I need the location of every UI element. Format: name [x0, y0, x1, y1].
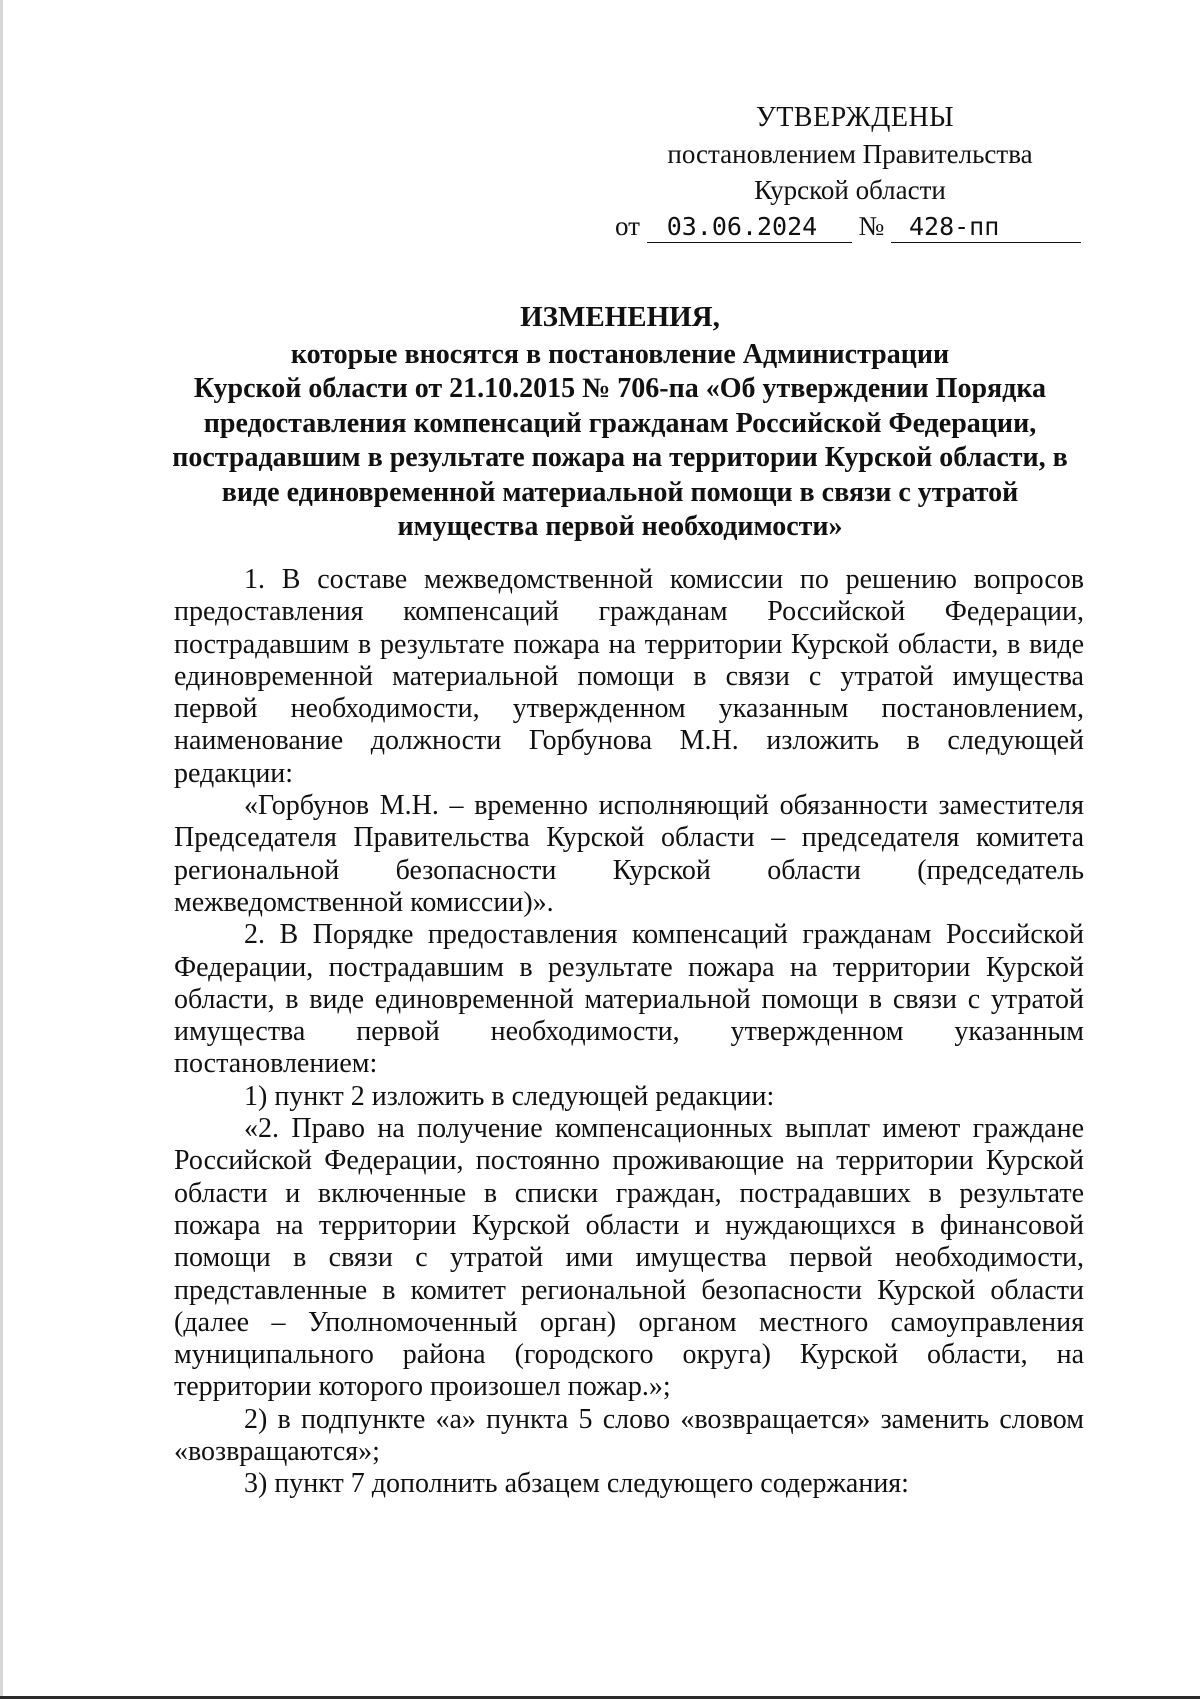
approved-by-resolution: постановлением Правительства — [667, 139, 1033, 169]
title-line-2: Курской области от 21.10.2015 № 706-па «Об утверждении Порядка — [193, 373, 1047, 404]
paragraph-2: «Горбунов М.Н. – временно исполняющий обязанности заместителя Председателя Правительства Курской области – председателя комитета региональной безопасности Курской области (председатель межведомственной комиссии)». — [174, 790, 1084, 918]
approval-region: Курской области — [754, 175, 946, 205]
number-sign: № — [858, 211, 885, 241]
title-line-1: которые вносятся в постановление Администрации — [290, 338, 950, 370]
title-line-6: имущества первой необходимости» — [397, 511, 843, 542]
paragraph-3: 2. В Порядке предоставления компенсаций гражданам Российской Федерации, пострадавшим в результате пожара на территории Курской области, в виде единовременной материальной помощи в связи с утратой имущества первой необходимости, утвержденном указанным постановлением: — [174, 919, 1084, 1080]
document-title — [160, 300, 1080, 545]
paragraph-4: 1) пункт 2 изложить в следующей редакции: — [244, 1080, 775, 1112]
title-line-5: виде единовременной материальной помощи в связи с утратой — [221, 476, 1019, 508]
scan-edge-left — [0, 0, 3, 1699]
approval-date-line — [600, 208, 1080, 244]
paragraph-7: 3) пункт 7 дополнить абзацем следующего содержания: — [244, 1468, 909, 1500]
approval-date: 03.06.2024 — [647, 212, 852, 243]
title-line-4: пострадавшим в результате пожара на территории Курской области, в — [172, 442, 1068, 473]
title-line-3: предоставления компенсаций гражданам Российской Федерации, — [203, 407, 1037, 439]
title-main: ИЗМЕНЕНИЯ, — [520, 301, 720, 333]
paragraph-5: «2. Право на получение компенсационных выплат имеют граждане Российской Федерации, постоянно проживающие на территории Курской области и включенные в списки граждан, пострадавших в результате пожара на территории Курской области и нуждающихся в финансовой помощи в связи с утратой ими имущества первой необходимости, представленные в комитет региональной безопасности Курской области (далее – Уполномоченный орган) органом местного самоуправления муниципального района (городского округа) Курской области, на территории которого произошел пожар.»; — [174, 1113, 1084, 1403]
approval-number: 428-пп — [891, 212, 1081, 243]
paragraph-1: 1. В составе межведомственной комиссии по решению вопросов предоставления компенсаций гражданам Российской Федерации, пострадавшим в результате пожара на территории Курской области, в виде единовременной материальной помощи в связи с утратой имущества первой необходимости, утвержденном указанным постановлением, наименование должности Горбунова М.Н. изложить в следующей редакции: — [174, 564, 1084, 789]
approval-stamp-block — [600, 100, 1080, 244]
paragraph-6: 2) в подпункте «а» пункта 5 слово «возвращается» заменить словом «возвращаются»; — [174, 1403, 1084, 1468]
date-prefix: от — [615, 211, 640, 241]
document-body — [174, 564, 1084, 1501]
approved-heading: УТВЕРЖДЕНЫ — [755, 102, 955, 133]
